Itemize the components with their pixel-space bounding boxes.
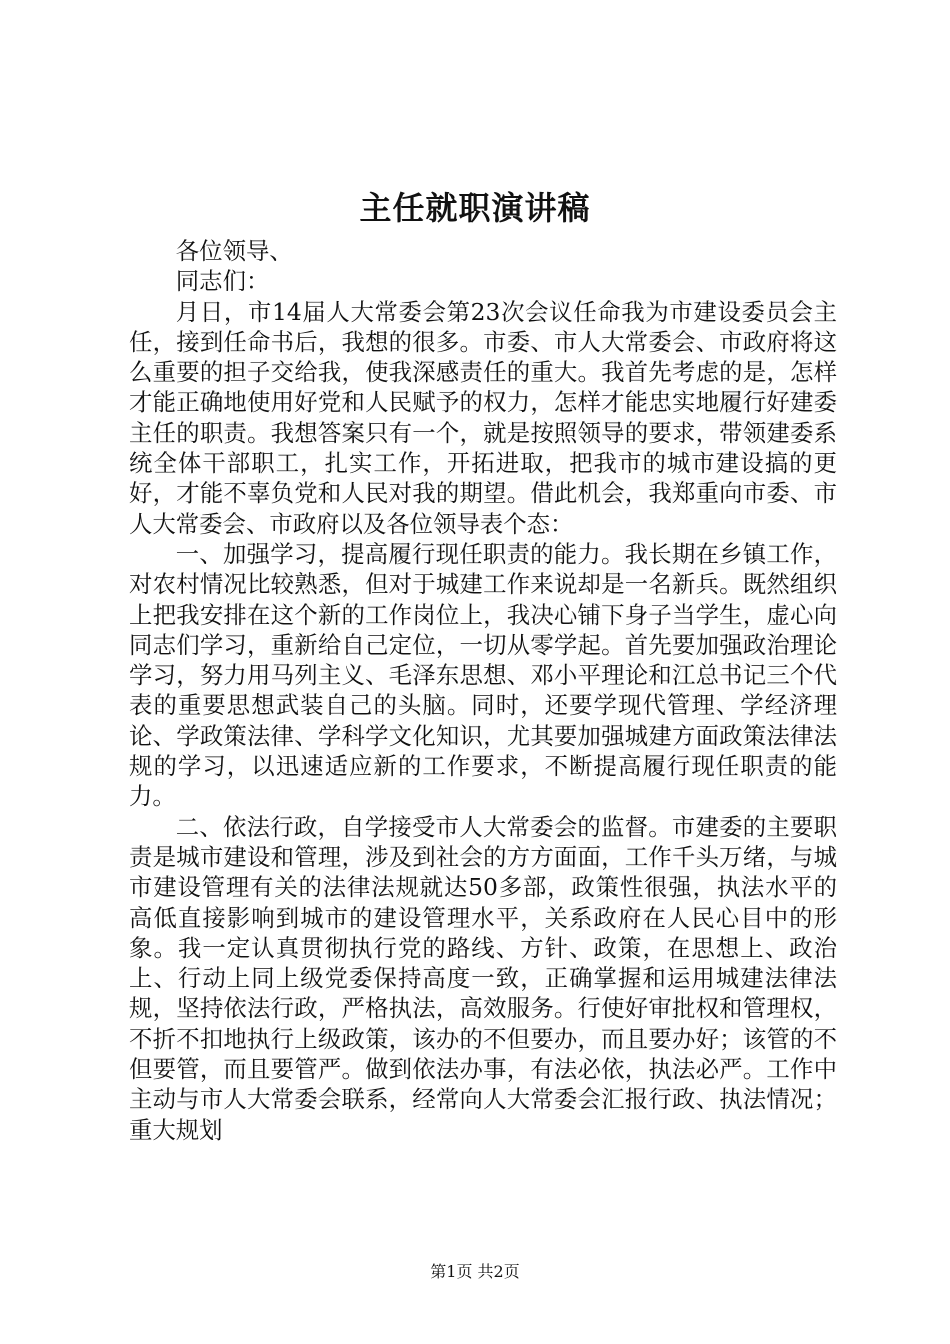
body-paragraph: 月日，市14届人大常委会第23次会议任命我为市建设委员会主任，接到任命书后，我想的很多。市委、市人大常委会、市政府将这么重要的担子交给我，使我深感责任的重大。我首先考虑的是，怎样才能正确地使用好党和人民赋予的权力，怎样才能忠实地履行好建委主任的职责。我想答案只有一个，就是按照领导的要求，带领建委系统全体干部职工，扎实工作，开拓进取，把我市的城市建设搞的更好，才能不辜负党和人民对我的期望。借此机会，我郑重向市委、市人大常委会、市政府以及各位领导表个态： (129, 297, 837, 538)
salutation-line: 各位领导、 (175, 237, 293, 265)
salutation-line: 同志们： (175, 267, 270, 296)
body-paragraph: 一、加强学习，提高履行现任职责的能力。我长期在乡镇工作，对农村情况比较熟悉，但对于城建工作来说却是一名新兵。既然组织上把我安排在这个新的工作岗位上，我决心铺下身子当学生，虚心向同志们学习，重新给自己定位，一切从零学起。首先要加强政治理论学习，努力用马列主义、毛泽东思想、邓小平理论和江总书记三个代表的重要思想武装自己的头脑。同时，还要学现代管理、学经济理论、学政策法律、学科学文化知识，尤其要加强城建方面政策法律法规的学习，以迅速适应新的工作要求，不断提高履行现任职责的能力。 (129, 539, 837, 811)
body-paragraph: 二、依法行政，自学接受市人大常委会的监督。市建委的主要职责是城市建设和管理，涉及到社会的方方面面，工作千头万绪，与城市建设管理有关的法律法规就达50多部，政策性很强，执法水平的高低直接影响到城市的建设管理水平，关系政府在人民心目中的形象。我一定认真贯彻执行党的路线、方针、政策，在思想上、政治上、行动上同上级党委保持高度一致，正确掌握和运用城建法律法规，坚持依法行政，严格执法，高效服务。行使好审批权和管理权，不折不扣地执行上级政策，该办的不但要办，而且要办好；该管的不但要管，而且要管严。做到依法办事，有法必依，执法必严。工作中主动与市人大常委会联系，经常向人大常委会汇报行政、执法情况；重大规划 (129, 812, 837, 1144)
page-title: 主任就职演讲稿 (359, 189, 591, 227)
page-footer: 第1页 共2页 (430, 1262, 520, 1281)
document-body (129, 236, 837, 1145)
